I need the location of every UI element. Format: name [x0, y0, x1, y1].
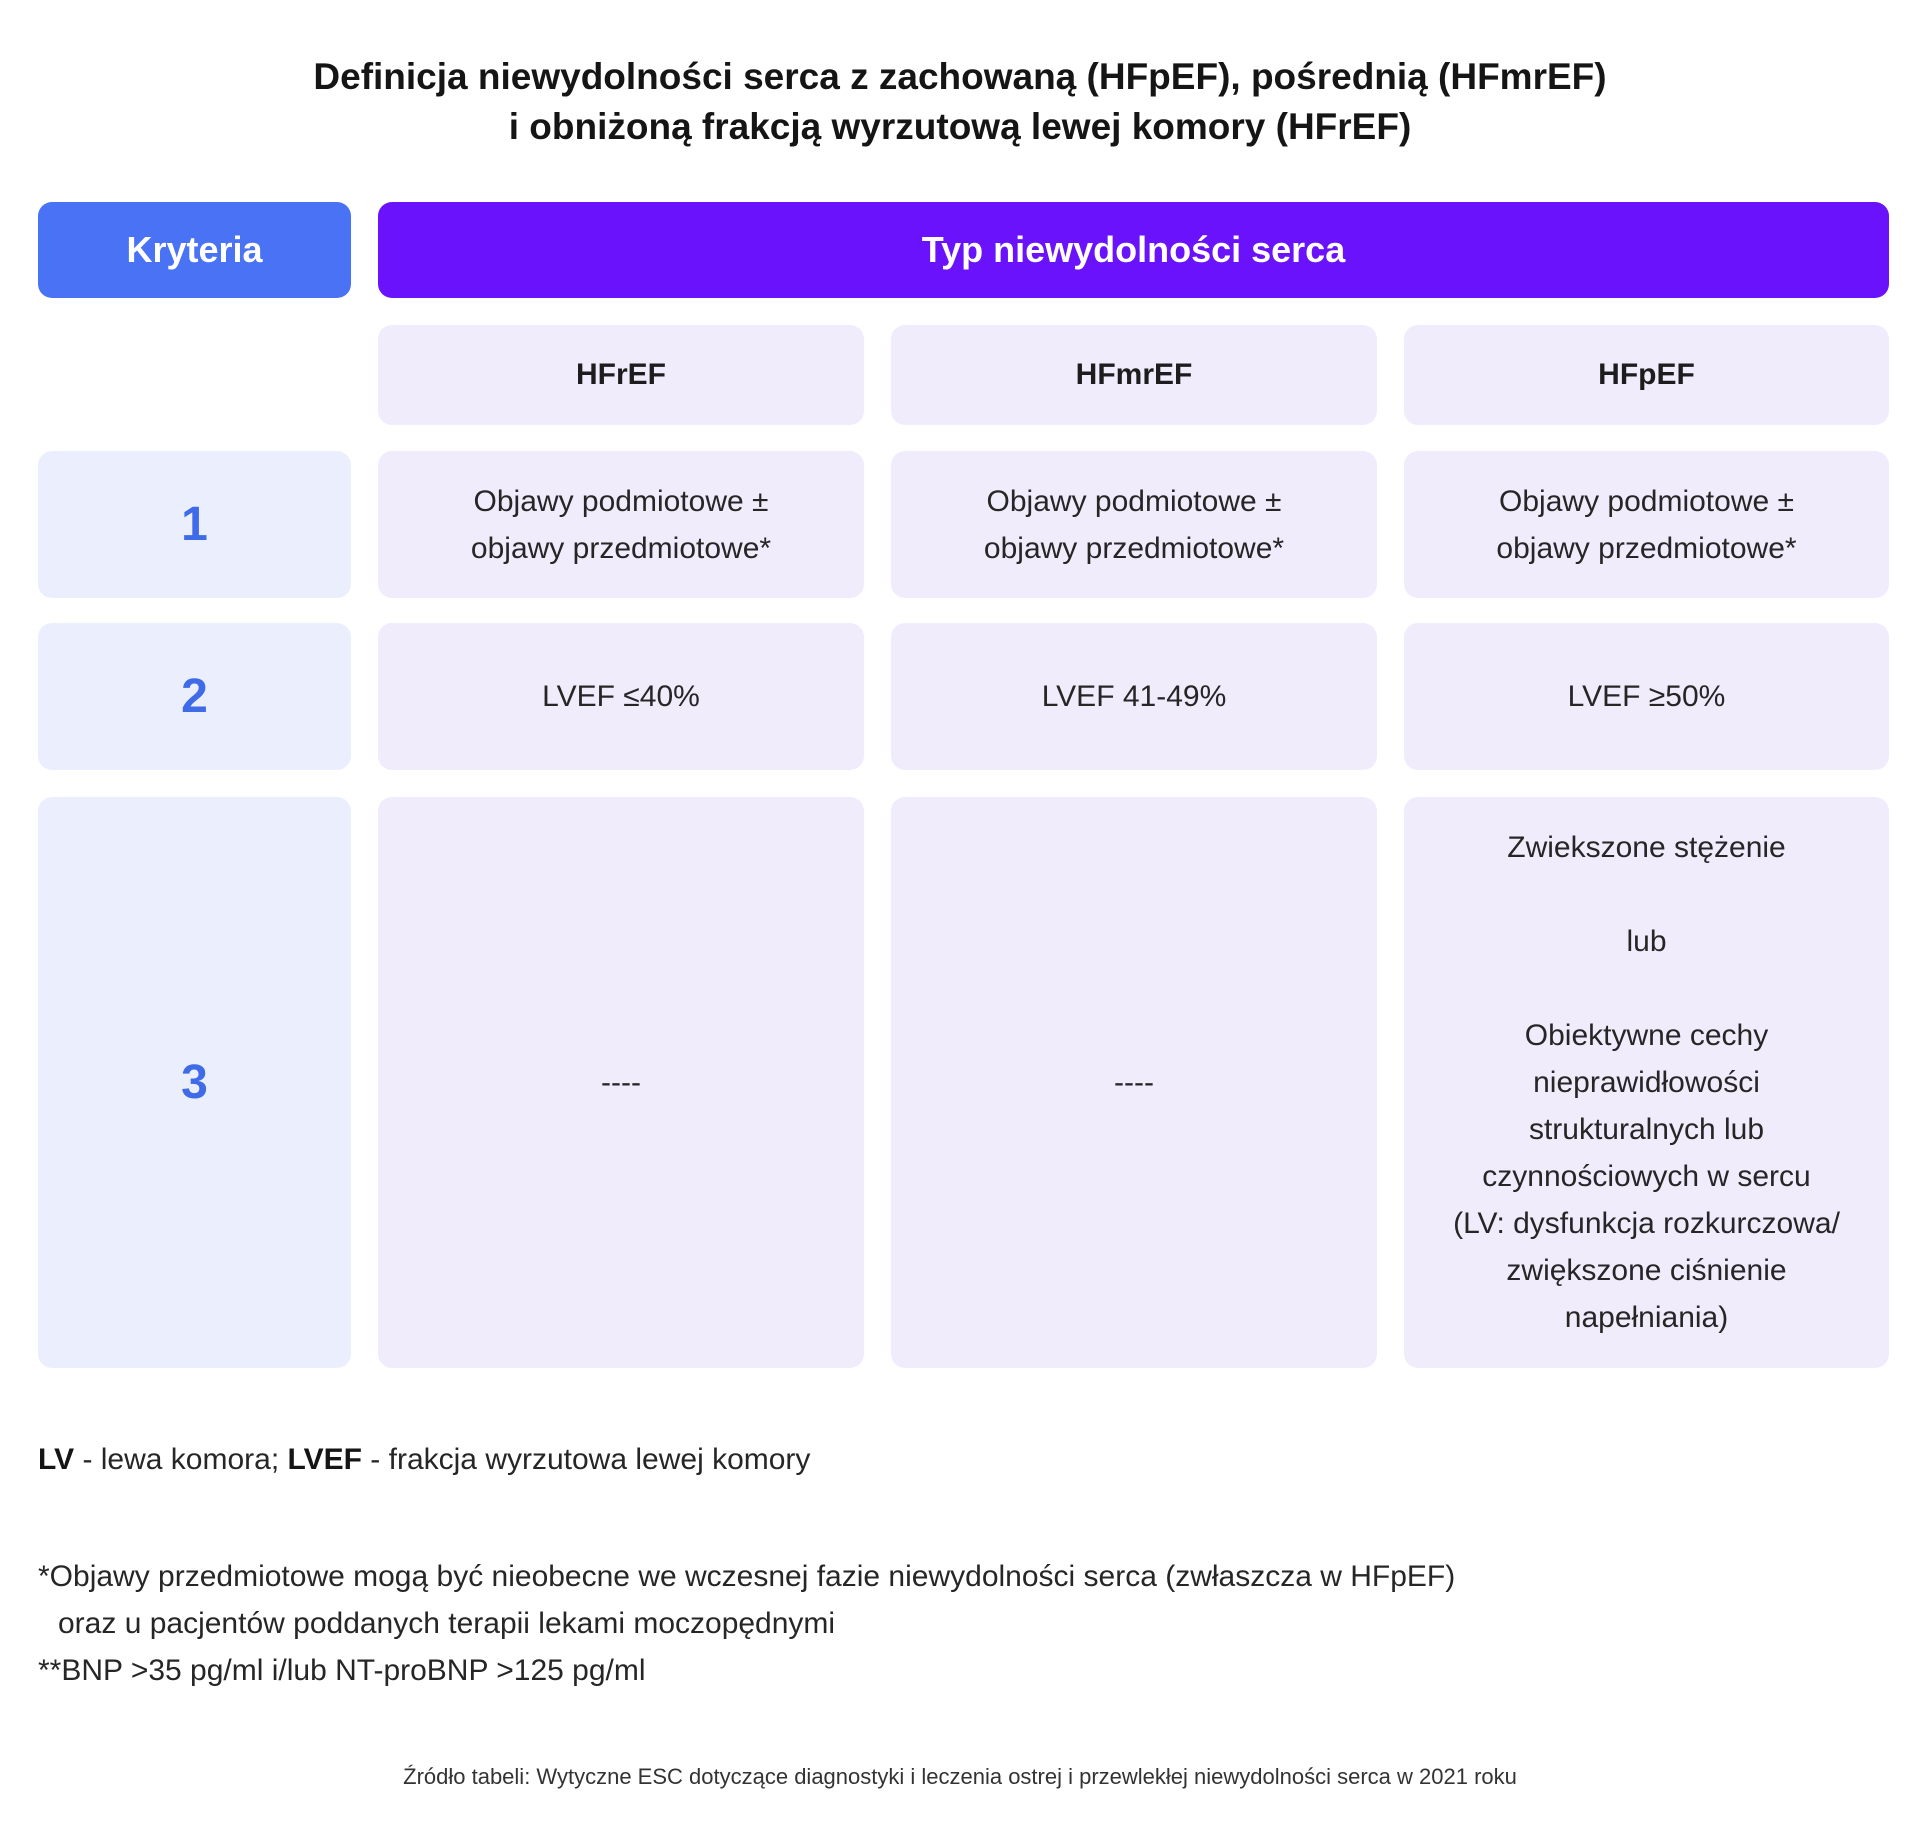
- cell-text-line: Zwiekszone stężenie: [1507, 831, 1786, 864]
- table-cell-3-hfref: ----: [378, 797, 864, 1368]
- table-cell-1-hfpef: [1404, 451, 1889, 598]
- cell-text-line: objawy przedmiotowe*: [983, 531, 1285, 565]
- cell-text-line: objawy przedmiotowe*: [1496, 531, 1797, 565]
- table-cell-3-hfpef: [1404, 797, 1889, 1368]
- cell-text-line: strukturalnych lub: [1528, 1113, 1765, 1146]
- cell-text-line: nieprawidłowości: [1533, 1066, 1760, 1099]
- cell-text-line: (LV: dysfunkcja rozkurczowa/: [1453, 1207, 1840, 1240]
- table-source: Źródło tabeli: Wytyczne ESC dotyczące diagnostyki i leczenia ostrej i przewlekłej niewydolności serca w 2021 roku: [403, 1764, 1517, 1789]
- heart-failure-type-header: Typ niewydolności serca: [378, 202, 1889, 298]
- legend-lv-text: - lewa komora;: [74, 1443, 288, 1476]
- cell-text-or: lub: [1626, 925, 1667, 958]
- cell-text-line: napełniania): [1564, 1301, 1729, 1334]
- cell-text-line: objawy przedmiotowe*: [470, 531, 772, 565]
- table-cell-2-hfmref: LVEF 41-49%: [891, 623, 1377, 770]
- abbreviations-legend: [38, 1438, 810, 1482]
- footnotes: [38, 1553, 1455, 1694]
- legend-lvef-abbr: LVEF: [287, 1443, 362, 1476]
- column-header-hfmref: HFmrEF: [891, 325, 1377, 425]
- criterion-number-3: 3: [38, 797, 351, 1368]
- table-cell-3-hfmref: ----: [891, 797, 1377, 1368]
- footnote-1-line-2: oraz u pacjentów poddanych terapii lekami moczopędnymi: [58, 1607, 836, 1640]
- page-title-line-1: Definicja niewydolności serca z zachowaną (HFpEF), pośrednią (HFmrEF): [313, 56, 1607, 97]
- cell-text-line: Objawy podmiotowe ±: [473, 484, 769, 518]
- table-cell-1-hfmref: [891, 451, 1377, 598]
- cell-text-line: czynnościowych w sercu: [1482, 1160, 1811, 1193]
- column-header-hfref: HFrEF: [378, 325, 864, 425]
- column-header-hfpef: HFpEF: [1404, 325, 1889, 425]
- table-cell-1-hfref: [378, 451, 864, 598]
- cell-text-line: Objawy podmiotowe ±: [1499, 484, 1794, 518]
- criterion-number-1: 1: [38, 451, 351, 598]
- page-title: [0, 52, 1920, 152]
- criterion-number-2: 2: [38, 623, 351, 770]
- footnote-2: **BNP >35 pg/ml i/lub NT-proBNP >125 pg/ml: [38, 1654, 646, 1687]
- footnote-1-line-1: *Objawy przedmiotowe mogą być nieobecne we wczesnej fazie niewydolności serca (zwłaszcza w HFpEF): [38, 1560, 1456, 1593]
- cell-text-line: zwiększone ciśnienie: [1506, 1254, 1787, 1287]
- table-cell-2-hfpef: LVEF ≥50%: [1404, 623, 1889, 770]
- legend-lv-abbr: LV: [38, 1443, 75, 1476]
- criteria-header: Kryteria: [38, 202, 351, 298]
- table-cell-2-hfref: LVEF ≤40%: [378, 623, 864, 770]
- legend-lvef-text: - frakcja wyrzutowa lewej komory: [361, 1443, 811, 1476]
- cell-text-line: Objawy podmiotowe ±: [986, 484, 1282, 518]
- cell-text-line: Obiektywne cechy: [1524, 1019, 1769, 1052]
- page-title-line-2: i obniżoną frakcją wyrzutową lewej komory (HFrEF): [508, 106, 1412, 147]
